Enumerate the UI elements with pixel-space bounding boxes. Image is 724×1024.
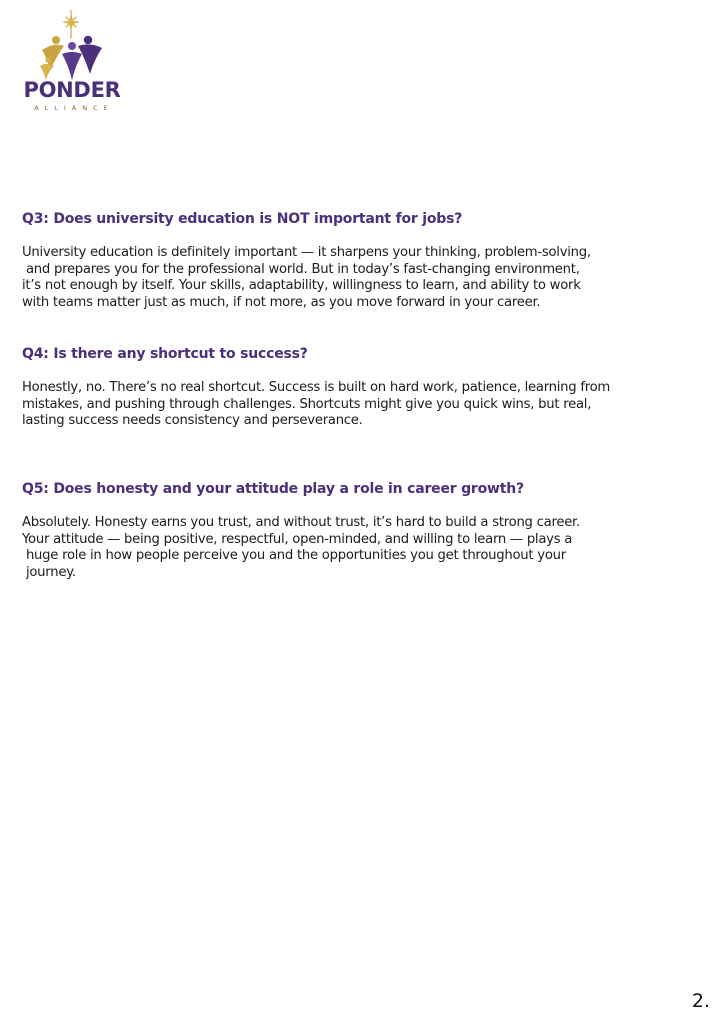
logo-tagline: ALLIANCE [34, 104, 114, 112]
page-number: 2. [691, 990, 710, 1012]
logo-wordmark: PONDER [23, 78, 121, 102]
logo-figures-icon [34, 10, 108, 82]
answer-line: Absolutely. Honesty earns you trust, and without trust, it’s hard to build a strong career. [22, 515, 580, 530]
answer-line: it’s not enough by itself. Your skills, adaptability, willingness to learn, and ability to work [22, 278, 581, 294]
answer-line: Your attitude — being positive, respectful, open-minded, and willing to learn — plays a [22, 531, 573, 547]
answer-line: University education is definitely important — it sharpens your thinking, problem-solving, [22, 245, 591, 260]
answer-line: huge role in how people perceive you and the opportunities you get throughout your [22, 548, 566, 564]
faq-q5 [22, 480, 712, 581]
faq-q4 [22, 345, 712, 430]
answer-line: lasting success needs consistency and perseverance. [22, 413, 363, 429]
faq-question: Q3: Does university education is NOT important for jobs? [22, 211, 463, 227]
faq-answer [22, 515, 712, 581]
answer-line: with teams matter just as much, if not more, as you move forward in your career. [22, 294, 541, 310]
faq-q3 [22, 210, 712, 311]
faq-answer [22, 245, 712, 311]
answer-line: and prepares you for the professional world. But in today’s fast-changing environment, [22, 261, 580, 277]
faq-question: Q5: Does honesty and your attitude play a role in career growth? [22, 481, 524, 497]
ponder-alliance-logo [22, 10, 122, 114]
faq-question: Q4: Is there any shortcut to success? [22, 346, 308, 362]
answer-line: journey. [22, 564, 76, 580]
answer-line: Honestly, no. There’s no real shortcut. Success is built on hard work, patience, learning from [22, 380, 611, 395]
answer-line: mistakes, and pushing through challenges. Shortcuts might give you quick wins, but real, [22, 396, 592, 412]
faq-answer [22, 380, 712, 430]
